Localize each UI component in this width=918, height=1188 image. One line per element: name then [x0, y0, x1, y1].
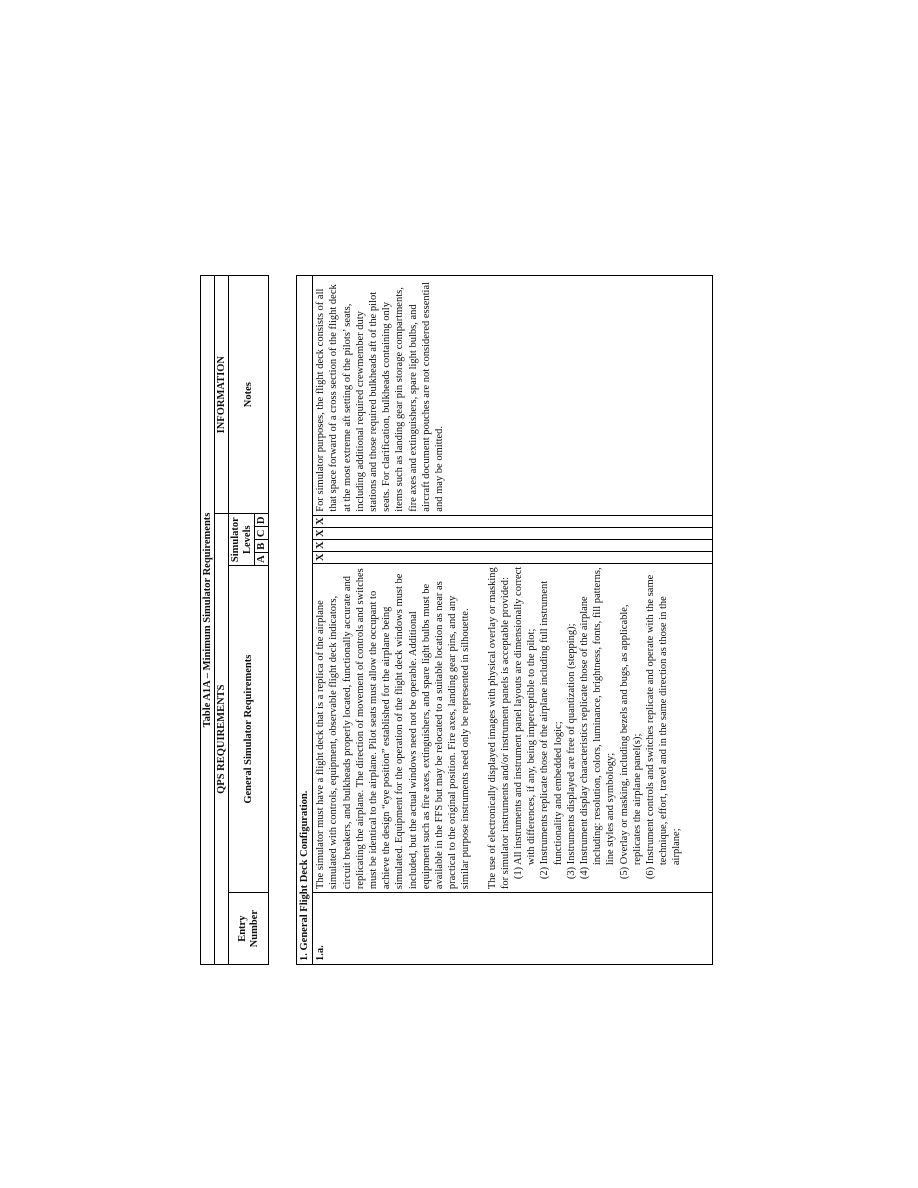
requirement-text — [313, 563, 713, 892]
list-item: (1) All instruments and instrument panel layouts are dimensionally correct with differences, if any, being imperceptible to the pilot; — [513, 566, 538, 880]
level-c-header: C — [255, 527, 269, 540]
notes-header: Notes — [229, 276, 269, 514]
table-title: Table A1A – Minimum Simulator Requirements — [201, 276, 215, 965]
rotated-page — [200, 275, 720, 965]
entry-number: 1.a. — [313, 893, 713, 965]
level-c-mark: X — [313, 527, 713, 539]
requirement-paragraph-2: The use of electronically displayed images with physical overlay or masking for simulator instruments and/or instrument panels is acceptable provided: — [486, 567, 511, 890]
list-item: (3) Instruments displayed are free of quantization (stepping); — [565, 623, 577, 880]
general-requirements-header: General Simulator Requirements — [229, 566, 269, 893]
simulator-levels-header: Simulator Levels — [229, 514, 255, 566]
level-a-mark: X — [313, 551, 713, 563]
level-b-mark: X — [313, 539, 713, 551]
level-a-header: A — [255, 553, 269, 566]
header-table — [200, 275, 269, 965]
entry-number-header: Entry Number — [229, 893, 269, 965]
notes-text: For simulator purposes, the flight deck consists of all that space forward of a cross section of the flight deck at the most extreme aft setting of the pilots’ seats, including additional required crewmember duty stations and those required bulkheads aft of the pilot seats. For clarification, bulkheads containing only items such as landing gear pin storage compartments, fire axes and extinguishers, spare light bulbs, and aircraft document pouches are not considered essential and may be omitted. — [313, 276, 713, 516]
list-item: (6) Instrument controls and switches replicate and operate with the same technique, effort, travel and in the same direction as those in the airplane; — [645, 574, 683, 880]
list-item: (5) Overlay or masking, including bezels and bugs, as applicable, replicates the airplane panel(s); — [618, 604, 643, 880]
level-d-mark: X — [313, 515, 713, 527]
list-item: (4) Instrument display characteristics replicate those of the airplane including: resolution, colors, luminance, brightness, fonts, fill patterns, line styles and symbology; — [579, 567, 617, 880]
list-item: (2) Instruments replicate those of the airplane including full instrument functionality and embedded logic; — [539, 580, 564, 880]
requirement-sublist — [512, 567, 684, 889]
level-d-header: D — [255, 514, 269, 527]
requirement-paragraph-1: The simulator must have a flight deck that is a replica of the airplane simulated with controls, equipment, observable flight deck indicators, circuit breakers, and bulkheads properly located, functionally accurate and replicating the airplane. The direction of movement of controls and switches must be identical to the airplane. Pilot seats must allow the occupant to achieve the design “eye position” established for the airplane being simulated. Equipment for the operation of the flight deck windows must be included, but the actual windows need not be operable. Additional equipment such as fire axes, extinguishers, and spare light bulbs must be available in the FFS but may be relocated to a suitable location as near as practical to the original position. Fire axes, landing gear pins, and any similar purpose instruments need only be represented in silhouette. — [315, 568, 472, 890]
information-header: INFORMATION — [215, 276, 229, 514]
qps-requirements-header: QPS REQUIREMENTS — [215, 514, 229, 965]
requirements-table — [296, 275, 713, 965]
section-title: 1. General Flight Deck Configuration. — [297, 276, 313, 965]
level-b-header: B — [255, 540, 269, 553]
